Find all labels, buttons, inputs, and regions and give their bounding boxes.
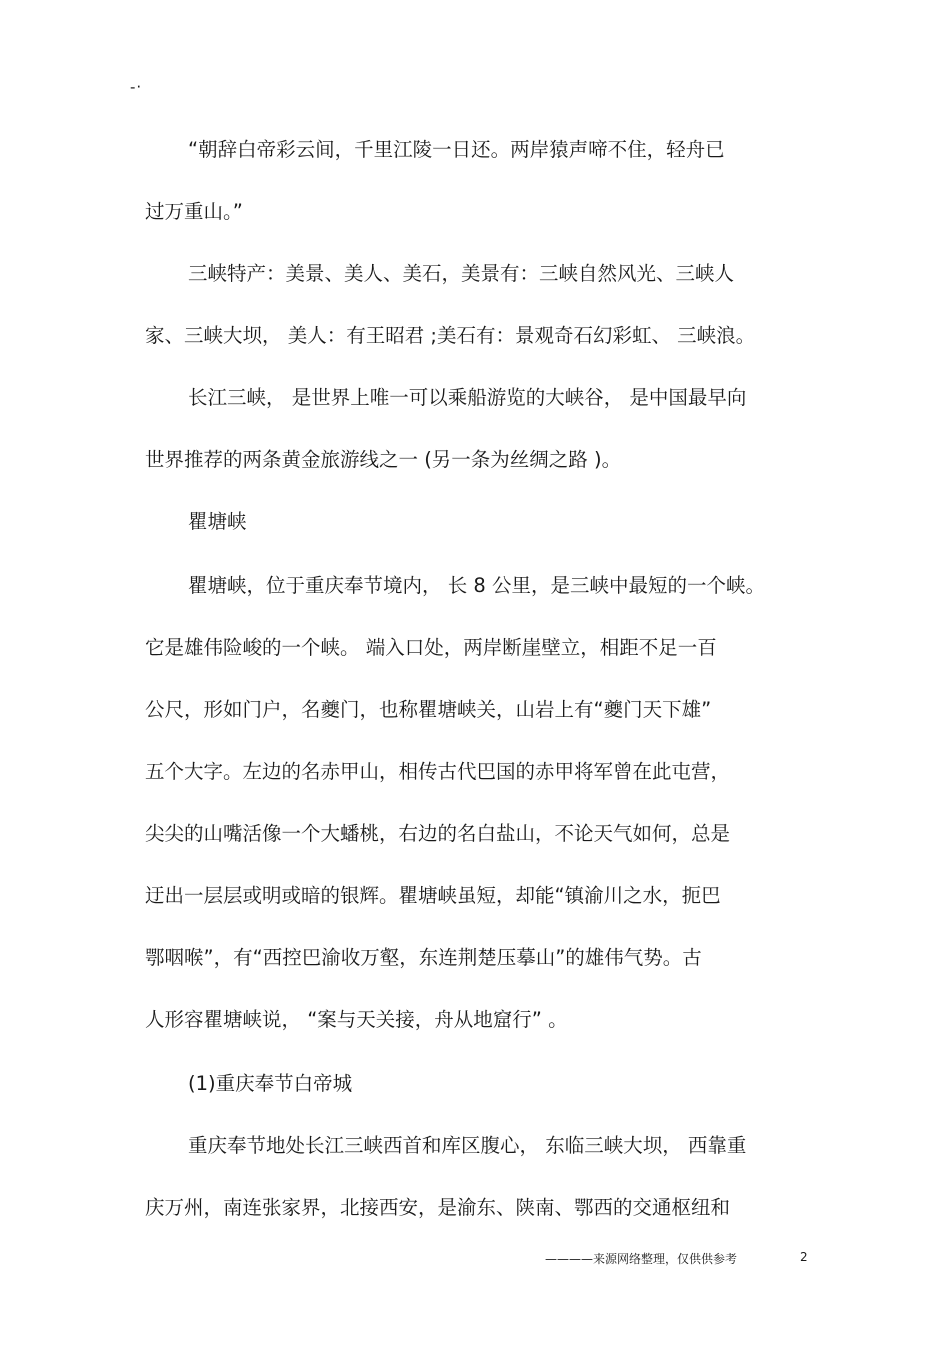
- text-line-18: 庆万州，南连张家界，北接西安，是渝东、陕南、鄂西的交通枢纽和: [145, 1196, 731, 1219]
- text-line-9: 它是雄伟险峻的一个峡。 端入口处，两岸断崖壁立，相距不足一百: [145, 636, 717, 659]
- text-line-15: 人形容瞿塘峡说， “案与天关接，舟从地窟行” 。: [145, 1008, 568, 1031]
- footer-note: ————来源网络整理，仅供供参考: [545, 1252, 738, 1266]
- text-line-2: 过万重山。”: [145, 200, 243, 223]
- text-line-4: 家、三峡大坝， 美人：有王昭君 ;美石有：景观奇石幻彩虹、 三峡浪。: [145, 324, 756, 347]
- text-line-13: 迂出一层层或明或暗的银辉。瞿塘峡虽短，却能“镇渝川之水，扼巴: [145, 884, 721, 907]
- text-line-1: “朝辞白帝彩云间，千里江陵一日还。两岸猿声啼不住，轻舟已: [188, 138, 725, 161]
- header-mark: -·: [130, 78, 143, 96]
- text-line-3: 三峡特产：美景、美人、美石，美景有：三峡自然风光、三峡人: [188, 262, 735, 285]
- text-line-12: 尖尖的山嘴活像一个大蟠桃，右边的名白盐山，不论天气如何，总是: [145, 822, 731, 845]
- text-line-6: 世界推荐的两条黄金旅游线之一 (另一条为丝绸之路 )。: [145, 448, 622, 471]
- text-line-17: 重庆奉节地处长江三峡西首和库区腹心， 东临三峡大坝， 西靠重: [188, 1134, 747, 1157]
- text-line-5: 长江三峡， 是世界上唯一可以乘船游览的大峡谷， 是中国最早向: [188, 386, 747, 409]
- section-heading-baidicheng: (1)重庆奉节白帝城: [188, 1072, 353, 1095]
- text-line-14: 鄂咽喉”，有“西控巴渝收万壑，东连荆楚压摹山”的雄伟气势。古: [145, 946, 702, 969]
- text-line-11: 五个大字。左边的名赤甲山，相传古代巴国的赤甲将军曾在此屯营，: [145, 760, 731, 783]
- section-heading-qutang: 瞿塘峡: [188, 510, 247, 533]
- text-line-10: 公尺，形如门户，名夔门，也称瞿塘峡关，山岩上有“夔门天下雄”: [145, 698, 712, 721]
- text-line-8: 瞿塘峡，位于重庆奉节境内， 长 8 公里，是三峡中最短的一个峡。: [188, 574, 766, 597]
- page-number: 2: [800, 1250, 808, 1264]
